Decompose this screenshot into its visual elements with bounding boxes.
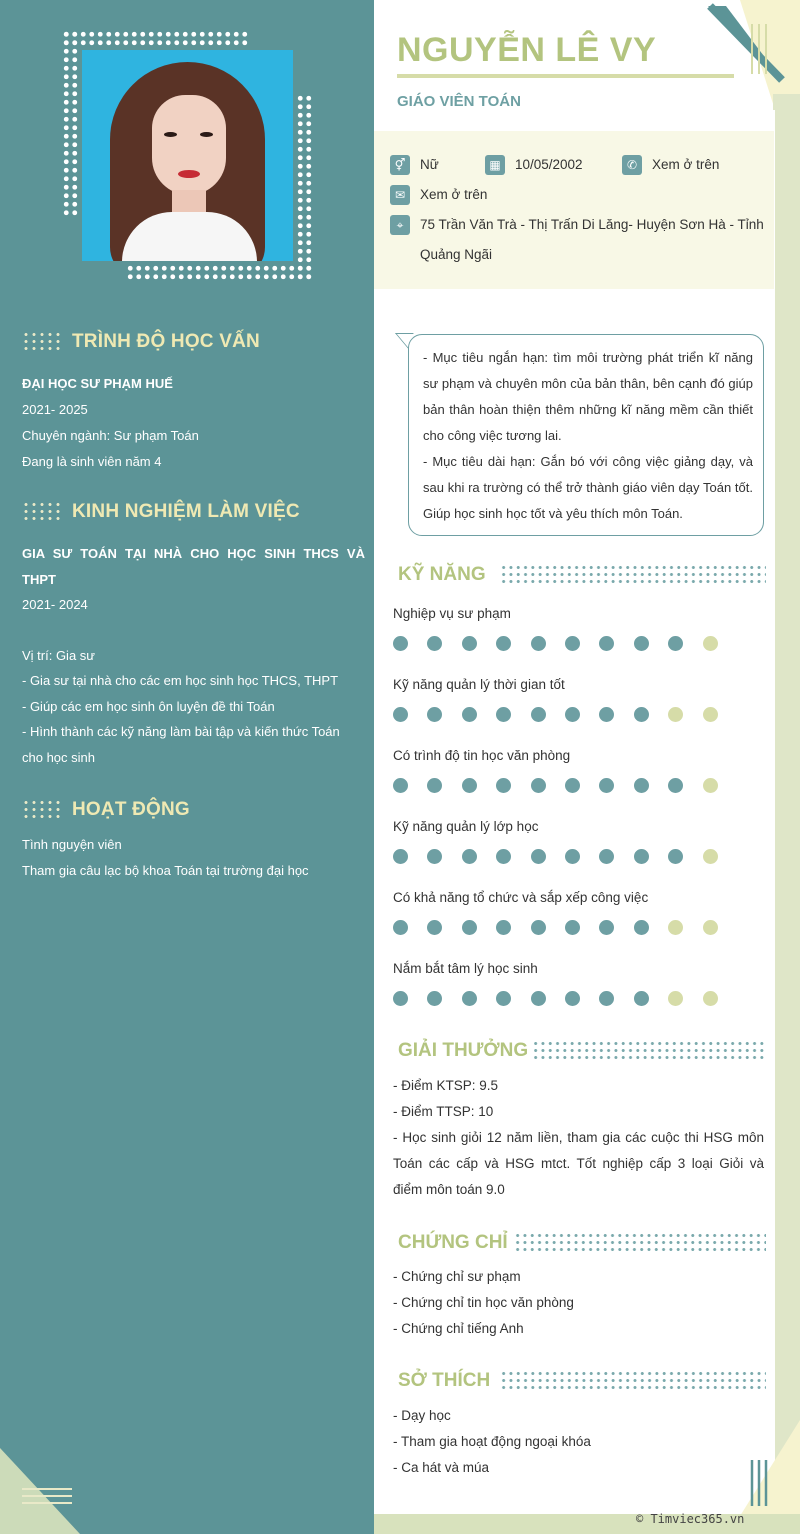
rating-dot-filled xyxy=(565,707,580,722)
experience-section xyxy=(22,541,365,770)
hobbies-list xyxy=(393,1403,764,1481)
rating-dot-filled xyxy=(565,920,580,935)
rating-dot-filled xyxy=(393,849,408,864)
skill-item xyxy=(393,602,773,656)
rating-dot-filled xyxy=(462,920,477,935)
objective-short-term: - Mục tiêu ngắn hạn: tìm môi trường phát triển kĩ năng sư phạm và chuyên môn của bản thân, bên cạnh đó giúp bản thân hoàn thiện thêm những kĩ năng mềm cần thiết cho công việc tương lai. xyxy=(423,350,753,443)
rating-dot-filled xyxy=(531,778,546,793)
rating-dot-filled xyxy=(427,991,442,1006)
rating-dot-filled xyxy=(496,849,511,864)
certificate-item: - Chứng chỉ tin học văn phòng xyxy=(393,1295,574,1310)
education-years: 2021- 2025 xyxy=(22,402,88,417)
contact-phone: ✆ Xem ở trên xyxy=(622,150,719,180)
rating-dot-filled xyxy=(393,991,408,1006)
rating-dot-filled xyxy=(668,636,683,651)
left-column xyxy=(0,0,374,1534)
rating-dot-filled xyxy=(496,920,511,935)
certificate-item: - Chứng chỉ tiếng Anh xyxy=(393,1321,524,1336)
skills-heading: KỸ NĂNG xyxy=(398,564,492,586)
dots-decoration xyxy=(22,331,64,353)
experience-role: GIA SƯ TOÁN TẠI NHÀ CHO HỌC SINH THCS VÀ xyxy=(22,546,365,561)
experience-role-cont: THPT xyxy=(22,571,56,587)
rating-dot-filled xyxy=(531,920,546,935)
skill-item xyxy=(393,886,773,940)
phone-icon: ✆ xyxy=(622,155,642,175)
skill-item xyxy=(393,673,773,727)
dots-decoration xyxy=(22,799,64,821)
skill-label: Nghiệp vụ sư phạm xyxy=(393,606,511,621)
experience-duty-cont: cho học sinh xyxy=(22,749,95,765)
rating-dot-filled xyxy=(427,636,442,651)
rating-dot-empty xyxy=(703,707,718,722)
rating-dot-filled xyxy=(393,778,408,793)
certificates-list xyxy=(393,1264,764,1342)
rating-dot-filled xyxy=(565,849,580,864)
skill-label: Có trình độ tin học văn phòng xyxy=(393,748,571,763)
rating-dot-empty xyxy=(703,778,718,793)
photo-frame-dots-bottom xyxy=(126,264,312,280)
award-item: - Điểm TTSP: 10 xyxy=(393,1104,494,1119)
hobby-item: - Ca hát và múa xyxy=(393,1460,490,1475)
rating-dot-empty xyxy=(703,991,718,1006)
rating-dot-filled xyxy=(496,636,511,651)
hobby-item: - Tham gia hoạt động ngoại khóa xyxy=(393,1434,591,1449)
education-major: Chuyên ngành: Sư phạm Toán xyxy=(22,428,199,443)
photo-frame-dots-top xyxy=(62,30,248,46)
rating-dot-filled xyxy=(565,778,580,793)
skill-rating xyxy=(393,991,773,1011)
job-title: GIÁO VIÊN TOÁN xyxy=(397,93,521,110)
experience-years: 2021- 2024 xyxy=(22,597,88,612)
rating-dot-filled xyxy=(531,849,546,864)
rating-dot-filled xyxy=(427,707,442,722)
rating-dot-filled xyxy=(599,920,614,935)
rating-dot-filled xyxy=(462,707,477,722)
rating-dot-filled xyxy=(393,920,408,935)
rating-dot-filled xyxy=(531,636,546,651)
rating-dot-filled xyxy=(462,991,477,1006)
education-section xyxy=(22,371,365,475)
rating-dot-filled xyxy=(496,707,511,722)
activities-heading: HOẠT ĐỘNG xyxy=(22,799,190,821)
name-underline xyxy=(397,74,734,78)
education-school: ĐẠI HỌC SƯ PHẠM HUẾ xyxy=(22,376,173,391)
skill-label: Có khả năng tổ chức và sắp xếp công việc xyxy=(393,890,649,905)
rating-dot-filled xyxy=(531,991,546,1006)
rating-dot-filled xyxy=(462,778,477,793)
rating-dot-filled xyxy=(634,991,649,1006)
photo-frame-dots-right xyxy=(296,94,312,280)
activity-item: Tham gia câu lạc bộ khoa Toán tại trường đại học xyxy=(22,863,309,878)
mail-icon: ✉ xyxy=(390,185,410,205)
skill-label: Kỹ năng quản lý lớp học xyxy=(393,819,539,834)
education-heading: TRÌNH ĐỘ HỌC VẤN xyxy=(22,331,260,353)
rating-dot-filled xyxy=(668,849,683,864)
copyright: © Timviec365.vn xyxy=(636,1512,745,1526)
rating-dot-filled xyxy=(599,849,614,864)
career-objective xyxy=(408,334,764,536)
dots-decoration xyxy=(500,564,766,586)
rating-dot-empty xyxy=(668,991,683,1006)
awards-list xyxy=(393,1073,764,1203)
profile-photo xyxy=(82,50,293,261)
rating-dot-filled xyxy=(462,849,477,864)
experience-duty: - Giúp các em học sinh ôn luyện đề thi Toán xyxy=(22,698,275,714)
skill-rating xyxy=(393,778,773,798)
rating-dot-filled xyxy=(634,920,649,935)
rating-dot-empty xyxy=(703,849,718,864)
rating-dot-filled xyxy=(393,636,408,651)
rating-dot-empty xyxy=(668,920,683,935)
dots-decoration xyxy=(500,1370,766,1392)
rating-dot-filled xyxy=(531,707,546,722)
contact-email: ✉ Xem ở trên xyxy=(390,180,487,210)
education-status: Đang là sinh viên năm 4 xyxy=(22,454,162,469)
skill-item xyxy=(393,815,773,869)
skill-rating xyxy=(393,707,773,727)
rating-dot-filled xyxy=(599,707,614,722)
rating-dot-filled xyxy=(427,849,442,864)
dots-decoration xyxy=(532,1040,766,1062)
skill-label: Nắm bắt tâm lý học sinh xyxy=(393,961,538,976)
dots-decoration xyxy=(514,1232,766,1254)
rating-dot-filled xyxy=(634,636,649,651)
rating-dot-filled xyxy=(599,778,614,793)
rating-dot-filled xyxy=(496,991,511,1006)
rating-dot-empty xyxy=(703,636,718,651)
experience-duty: - Gia sư tại nhà cho các em học sinh học THCS, THPT xyxy=(22,673,339,688)
gender-icon: ⚥ xyxy=(390,155,410,175)
award-item: - Điểm KTSP: 9.5 xyxy=(393,1078,499,1093)
certificate-item: - Chứng chỉ sư phạm xyxy=(393,1269,521,1284)
award-item: - Học sinh giỏi 12 năm liền, tham gia các cuộc thi HSG môn Toán các cấp và HSG mtct. Tốt nghiệp cấp 3 loại Giỏi và điểm môn toán 9.0 xyxy=(393,1130,764,1197)
rating-dot-filled xyxy=(668,778,683,793)
activity-item: Tình nguyện viên xyxy=(22,837,122,852)
rating-dot-filled xyxy=(427,920,442,935)
hobby-item: - Dạy học xyxy=(393,1408,451,1423)
activities-section xyxy=(22,832,365,884)
rating-dot-filled xyxy=(565,636,580,651)
skill-label: Kỹ năng quản lý thời gian tốt xyxy=(393,677,565,692)
rating-dot-empty xyxy=(668,707,683,722)
experience-duty: - Hình thành các kỹ năng làm bài tập và kiến thức Toán xyxy=(22,724,340,739)
corner-decoration xyxy=(0,1448,80,1534)
skill-rating xyxy=(393,920,773,940)
calendar-icon: ▦ xyxy=(485,155,505,175)
contact-gender: ⚥ Nữ xyxy=(390,150,439,180)
rating-dot-filled xyxy=(393,707,408,722)
rating-dot-filled xyxy=(599,991,614,1006)
contact-address: ⌖ 75 Trần Văn Trà - Thị Trấn Di Lăng- Huyện Sơn Hà - Tỉnh Quảng Ngãi xyxy=(390,210,764,270)
right-edge-bar xyxy=(775,94,800,1514)
contact-birthday: ▦ 10/05/2002 xyxy=(485,150,583,180)
rating-dot-filled xyxy=(462,636,477,651)
experience-position: Vị trí: Gia sư xyxy=(22,647,95,663)
hobbies-heading: SỞ THÍCH xyxy=(398,1370,496,1392)
skill-rating xyxy=(393,636,773,656)
skill-item xyxy=(393,744,773,798)
skill-rating xyxy=(393,849,773,869)
rating-dot-filled xyxy=(565,991,580,1006)
photo-frame-dots-left xyxy=(62,30,78,218)
awards-heading: GIẢI THƯỞNG xyxy=(398,1040,534,1062)
rating-dot-filled xyxy=(427,778,442,793)
candidate-name: NGUYỄN LÊ VY xyxy=(397,31,657,69)
rating-dot-filled xyxy=(634,778,649,793)
rating-dot-empty xyxy=(703,920,718,935)
skill-item xyxy=(393,957,773,1011)
rating-dot-filled xyxy=(496,778,511,793)
experience-heading: KINH NGHIỆM LÀM VIỆC xyxy=(22,501,300,523)
objective-long-term: - Mục tiêu dài hạn: Gắn bó với công việc giảng dạy, và sau khi ra trường có thể trở thành giáo viên dạy Toán tốt. Giúp học sinh học tốt và yêu thích môn Toán. xyxy=(423,454,753,521)
certificates-heading: CHỨNG CHỈ xyxy=(398,1232,514,1254)
rating-dot-filled xyxy=(634,849,649,864)
rating-dot-filled xyxy=(599,636,614,651)
dots-decoration xyxy=(22,501,64,523)
location-icon: ⌖ xyxy=(390,215,410,235)
rating-dot-filled xyxy=(634,707,649,722)
